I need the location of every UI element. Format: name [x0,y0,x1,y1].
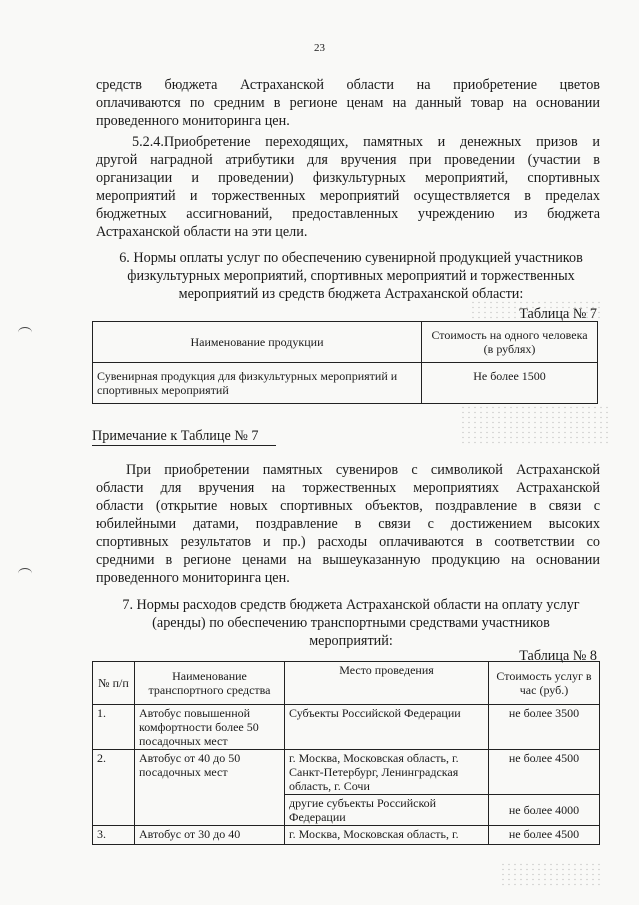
punch-hole-mark [18,327,32,338]
header-cell: Место проведения [285,662,489,705]
note-underline [92,445,276,446]
table-row [93,750,600,795]
table-8 [92,661,600,845]
product-name-cell: Сувенирная продукция для физкультурных мероприятий и спортивных мероприятий [93,363,422,404]
text-line: юбилейными датами, поздравление в связи с достижением высоких [96,516,600,532]
heading-line: 6. Нормы оплаты услуг по обеспечению сувенирной продукцией участников [119,250,583,266]
place-cell: другие субъекты Российской Федерации [285,795,489,826]
paragraph-flowers [96,76,600,130]
header-cell: Наименование транспортного средства [135,662,285,705]
text-line: области (открытие новых спортивных объектов, поздравление в связи с [96,498,600,514]
vehicle-cell: Автобус от 40 до 50 посадочных мест [135,750,285,826]
text-line: 5.2.4.Приобретение переходящих, памятных и денежных призов и [132,134,600,150]
table-header-row [93,322,598,363]
place-cell: г. Москва, Московская область, г. Санкт-Петербург, Ленинградская область, г. Сочи [285,750,489,795]
section-7-heading [96,596,606,650]
text-line: При приобретении памятных сувениров с символикой Астраханской [126,462,600,478]
text-line: средств бюджета Астраханской области на приобретение цветов [96,77,600,93]
table-row [93,705,600,750]
table-row [93,826,600,845]
header-cell: Наименование продукции [93,322,422,363]
text-line: бюджетных ассигнований, предоставленных учреждению из бюджета [96,206,600,222]
table-header-row [93,662,600,705]
text-line: оплачиваются по средним в регионе ценам на данный товар на основании [96,95,600,111]
cost-cell: не более 3500 [489,705,600,750]
table-row [93,363,598,404]
bleed-through-noise [460,405,610,445]
header-cell: Стоимость на одного человека (в рублях) [422,322,598,363]
heading-line: 7. Нормы расходов средств бюджета Астраханской области на оплату услуг [122,597,580,613]
text-line: Астраханской области на эти цели. [96,224,308,240]
text-line: другой наградной атрибутики для вручения при проведении (участии в [96,152,600,168]
table-7 [92,321,598,404]
text-line: мероприятий и торжественных мероприятий осуществляется в пределах [96,188,600,204]
paragraph-5-2-4 [96,133,600,241]
text-line: средними в регионе ценами на вышеуказанную продукцию на основании [96,552,600,568]
text-line: проведенного мониторинга цен. [96,570,290,586]
text-line: области для вручения на торжественных мероприятиях Астраханской [96,480,600,496]
page-number: 23 [314,42,325,54]
section-6-heading [96,249,606,303]
bleed-through-noise [500,862,600,886]
text-line: спортивных результатов и пр.) расходы оплачиваются в соответствии со [96,534,600,550]
table-7-caption: Таблица № 7 [519,306,597,322]
vehicle-cell: Автобус от 30 до 40 [135,826,285,845]
text-line: проведенного мониторинга цен. [96,113,290,129]
cost-cell: не более 4500 [489,750,600,795]
num-cell: 2. [93,750,135,826]
place-cell: г. Москва, Московская область, г. [285,826,489,845]
text-line: организации и проведении) физкультурных мероприятий, спортивных [96,170,600,186]
heading-line: (аренды) по обеспечению транспортными средствами участников [152,615,550,631]
heading-line: мероприятий: [309,633,393,649]
heading-line: физкультурных мероприятий, спортивных мероприятий и торжественных [127,268,575,284]
num-cell: 3. [93,826,135,845]
cost-cell: не более 4000 [489,795,600,826]
note-title: Примечание к Таблице № 7 [92,428,259,444]
heading-line: мероприятий из средств бюджета Астраханской области: [178,286,524,302]
header-cell: № п/п [93,662,135,705]
cost-cell: не более 4500 [489,826,600,845]
num-cell: 1. [93,705,135,750]
vehicle-cell: Автобус повышенной комфортности более 50 посадочных мест [135,705,285,750]
header-cell: Стоимость услуг в час (руб.) [489,662,600,705]
punch-hole-mark [18,568,32,579]
table-8-caption: Таблица № 8 [519,648,597,664]
note-paragraph [96,461,600,587]
place-cell: Субъекты Российской Федерации [285,705,489,750]
cost-cell: Не более 1500 [422,363,598,404]
